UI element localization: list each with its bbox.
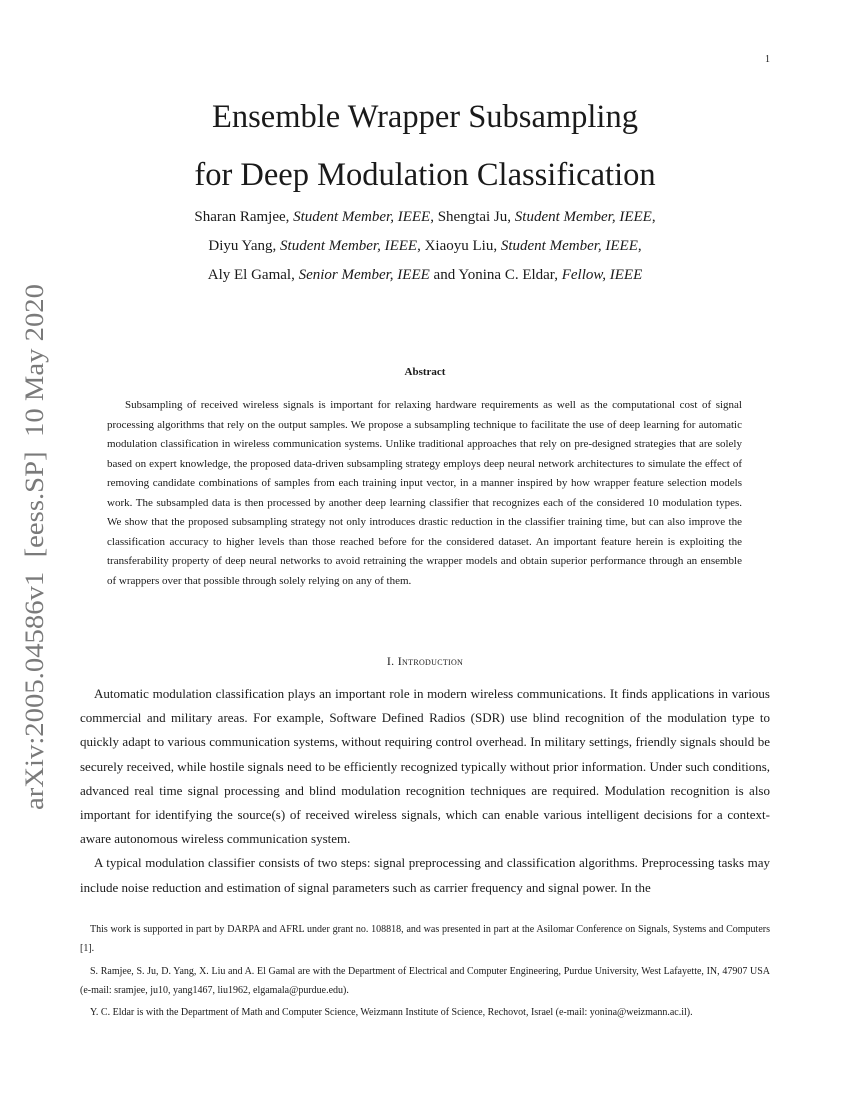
introduction-body bbox=[80, 682, 770, 900]
author-list bbox=[0, 203, 850, 290]
arxiv-stamp-text: arXiv:2005.04586v1 [eess.SP] 10 May 2020 bbox=[20, 333, 49, 810]
author-name: Aly El Gamal, bbox=[207, 267, 299, 283]
author-role: Student Member, IEEE bbox=[280, 238, 418, 254]
section-heading bbox=[0, 654, 850, 669]
author-name: Yonina C. Eldar, bbox=[458, 267, 562, 283]
author-line-3 bbox=[0, 261, 850, 290]
author-role: Senior Member, IEEE bbox=[298, 267, 430, 283]
section-number: I. bbox=[386, 654, 398, 668]
author-separator: , bbox=[637, 238, 642, 254]
author-name: Sharan Ramjee, bbox=[194, 209, 294, 225]
page-number: 1 bbox=[765, 54, 770, 65]
footnote: Y. C. Eldar is with the Department of Math and Computer Science, Weizmann Institute of Science, Rechovot, Israel (e-mail: yonina@weizmann.ac.il). bbox=[90, 1007, 693, 1019]
author-name: Xiaoyu Liu, bbox=[424, 238, 501, 254]
abstract-heading: Abstract bbox=[404, 366, 446, 378]
author-separator: , bbox=[417, 238, 425, 254]
section-title: Introduction bbox=[397, 654, 464, 668]
title-line-1: Ensemble Wrapper Subsampling bbox=[212, 99, 638, 135]
footnote: This work is supported in part by DARPA and AFRL under grant no. 108818, and was presented in part at the Asilomar Conference on Signals, Systems and Computers [1]. bbox=[80, 924, 770, 955]
author-name: Shengtai Ju, bbox=[437, 209, 515, 225]
author-name: Diyu Yang, bbox=[208, 238, 281, 254]
author-line-2 bbox=[0, 232, 850, 261]
abstract-body bbox=[107, 396, 742, 591]
title-line-2: for Deep Modulation Classification bbox=[194, 157, 656, 193]
abstract-text: Subsampling of received wireless signals is important for relaxing hardware requirements as well as the computational cost of signal processing algorithms that rely on the output samples. We propose a subsampling technique to facilitate the use of deep learning for automatic modulation classification in wireless communication systems. Unlike traditional approaches that rely on pre-designed strategies that are solely based on expert knowledge, the proposed data-driven subsampling strategy employs deep neural network architectures to simulate the effect of removing candidate combinations of samples from each training input vector, in a manner inspired by how wrapper feature selection models work. The subsampled data is then processed by another deep learning classifier that recognizes each of the considered 10 modulation types. We show that the proposed subsampling strategy not only introduces drastic reduction in the classifier training time, but can also improve the classification accuracy to higher levels than those reached before for the considered dataset. An important feature herein is exploiting the transferability property of deep neural networks to avoid retraining the wrapper models and obtain superior performance through an ensemble of wrappers over that possible through solely relying on any of them. bbox=[107, 399, 742, 587]
author-separator: and bbox=[429, 267, 459, 283]
paper-title bbox=[0, 88, 850, 204]
footnote: S. Ramjee, S. Ju, D. Yang, X. Liu and A. El Gamal are with the Department of Electrical and Computer Engineering, Purdue University, West Lafayette, IN, 47907 USA (e-mail: sramjee, ju10, yang1467, liu1962, elgamala@purdue.edu). bbox=[80, 965, 770, 996]
intro-paragraph: A typical modulation classifier consists of two steps: signal preprocessing and classification algorithms. Preprocessing tasks may include noise reduction and estimation of signal parameters such as carrier frequency and signal power. In the bbox=[80, 855, 770, 895]
arxiv-stamp bbox=[5, 280, 53, 810]
author-separator: , bbox=[430, 209, 438, 225]
footnotes bbox=[80, 920, 770, 1025]
author-separator: , bbox=[651, 209, 656, 225]
author-role: Student Member, IEEE bbox=[293, 209, 431, 225]
author-role: Student Member, IEEE bbox=[514, 209, 652, 225]
author-role: Student Member, IEEE bbox=[500, 238, 638, 254]
author-line-1 bbox=[0, 203, 850, 232]
author-role: Fellow, IEEE bbox=[561, 267, 643, 283]
intro-paragraph: Automatic modulation classification plays an important role in modern wireless communications. It finds applications in various commercial and military areas. For example, Software Defined Radios (SDR) use blind recognition of the modulation type to quickly adapt to various communication systems, without requiring control overhead. In military settings, friendly signals should be securely received, while hostile signals need to be efficiently recognized typically without prior information. Under such conditions, advanced real time signal processing and blind modulation recognition techniques are required. Modulation recognition is also important for identifying the source(s) of received wireless signals, which can enable various intelligent decisions for a context-aware autonomous wireless communication system. bbox=[80, 686, 770, 847]
